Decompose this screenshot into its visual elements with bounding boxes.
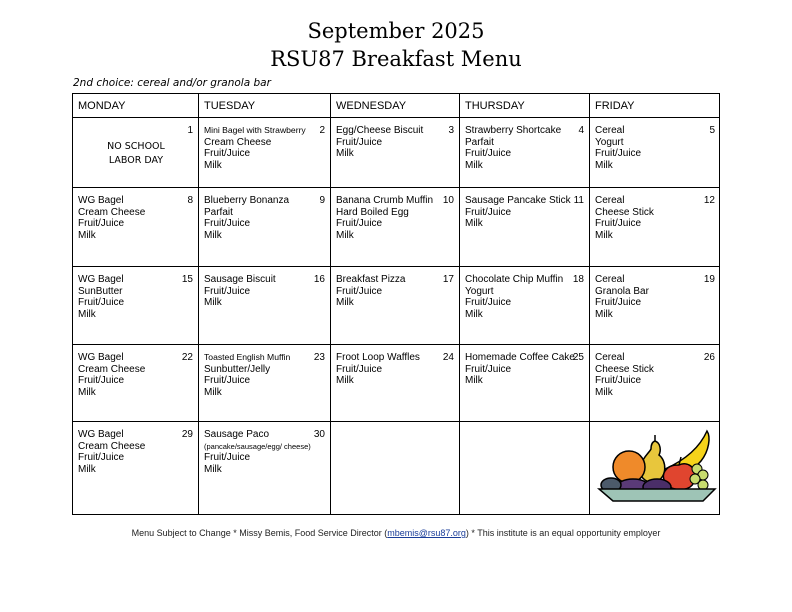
date-number: 4 [578, 125, 584, 136]
menu-item: Fruit/Juice [204, 452, 251, 464]
date-number: 22 [181, 352, 193, 363]
day-cell-15 [73, 267, 199, 345]
menu-item: Sunbutter/Jelly [204, 363, 271, 375]
page-subtitle-menu: RSU87 Breakfast Menu [270, 47, 522, 71]
menu-item: Milk [78, 386, 96, 398]
date-number: 24 [442, 352, 454, 363]
menu-item: Cheese Stick [595, 363, 654, 375]
menu-item: Milk [78, 229, 96, 241]
menu-item: Sausage Paco [204, 429, 270, 440]
menu-item: Fruit/Juice [465, 206, 512, 218]
date-number: 3 [448, 125, 454, 136]
day-cell-10 [331, 188, 460, 267]
day-cell-26 [590, 345, 721, 422]
menu-item: Yogurt [595, 136, 624, 148]
menu-item: Fruit/Juice [204, 375, 251, 387]
day-cell-11 [460, 188, 590, 267]
menu-item: Sausage Biscuit [204, 274, 276, 285]
menu-item: Fruit/Juice [78, 218, 125, 230]
menu-item: Milk [465, 159, 483, 171]
menu-item: Fruit/Juice [78, 297, 125, 309]
menu-item: Fruit/Juice [595, 218, 642, 230]
empty-day-cell [460, 422, 590, 516]
menu-item: Milk [204, 159, 222, 171]
menu-item: Hard Boiled Egg [336, 206, 409, 218]
date-number: 9 [319, 195, 325, 206]
day-header-monday: MONDAY [78, 100, 126, 112]
footer-text-start: Menu Subject to Change * Missy Bemis, Food Service Director ( [131, 528, 388, 538]
menu-item: Cereal [595, 352, 625, 363]
footer-text-end: ) * This institute is an equal opportunity employer [465, 528, 661, 538]
date-number: 1 [187, 125, 193, 136]
day-cell-8 [73, 188, 199, 267]
menu-item: Cereal [595, 125, 625, 136]
menu-item: Froot Loop Waffles [336, 352, 420, 363]
menu-item: Cream Cheese [78, 440, 146, 452]
menu-item: Cream Cheese [204, 136, 272, 148]
menu-item: WG Bagel [78, 352, 124, 363]
menu-item: Blueberry Bonanza [204, 195, 290, 206]
day-cell-4 [460, 118, 590, 188]
date-number: 2 [319, 125, 325, 136]
day-header-tuesday: TUESDAY [204, 100, 256, 112]
menu-item: Milk [336, 375, 354, 387]
date-number: 11 [573, 195, 584, 206]
date-number: 8 [187, 195, 193, 206]
fruit-bowl-icon [595, 427, 717, 505]
menu-item: Cream Cheese [78, 363, 146, 375]
menu-item: Fruit/Juice [336, 218, 383, 230]
menu-item: Toasted English Muffin [204, 352, 291, 362]
menu-item: Fruit/Juice [465, 148, 512, 160]
menu-item: Milk [204, 229, 222, 241]
menu-item: Fruit/Juice [465, 297, 512, 309]
date-number: 5 [709, 125, 715, 136]
footer-note [0, 528, 792, 538]
menu-item: Milk [595, 229, 613, 241]
date-number: 19 [703, 274, 715, 285]
day-cell-19 [590, 267, 721, 345]
menu-item: Egg/Cheese Biscuit [336, 125, 424, 136]
menu-item: Fruit/Juice [78, 375, 125, 387]
director-email-link[interactable]: mbemis@rsu87.org [387, 528, 466, 538]
menu-item: Cream Cheese [78, 206, 146, 218]
menu-item: Fruit/Juice [336, 136, 383, 148]
menu-item: WG Bagel [78, 274, 124, 285]
page-title: September 2025 [307, 19, 485, 43]
menu-item: Fruit/Juice [336, 285, 383, 297]
day-cell-3 [331, 118, 460, 188]
day-cell-25 [460, 345, 590, 422]
day-cell-23 [199, 345, 331, 422]
menu-item: Fruit/Juice [595, 375, 642, 387]
date-number: 16 [313, 274, 325, 285]
menu-item: Cereal [595, 274, 625, 285]
date-number: 23 [313, 352, 325, 363]
menu-item: Fruit/Juice [595, 297, 642, 309]
day-cell-30 [199, 422, 331, 516]
menu-item: Yogurt [465, 285, 494, 297]
no-school-line: NO SCHOOL [107, 141, 165, 152]
date-number: 15 [181, 274, 193, 285]
menu-item: Breakfast Pizza [336, 274, 406, 285]
day-cell-29 [73, 422, 199, 516]
day-cell-24 [331, 345, 460, 422]
menu-item: Fruit/Juice [204, 148, 251, 160]
empty-day-cell [331, 422, 460, 516]
menu-item: Milk [595, 386, 613, 398]
menu-item: Milk [595, 159, 613, 171]
menu-item: Fruit/Juice [595, 148, 642, 160]
menu-item: Parfait [204, 206, 233, 218]
menu-item: Milk [336, 229, 354, 241]
date-number: 25 [572, 352, 584, 363]
day-header-friday: FRIDAY [595, 100, 635, 112]
menu-item: Parfait [465, 136, 494, 148]
menu-item: Granola Bar [595, 285, 649, 297]
menu-item: Fruit/Juice [78, 452, 125, 464]
date-number: 30 [313, 429, 325, 440]
menu-item: Milk [336, 297, 354, 309]
date-number: 18 [572, 274, 584, 285]
menu-item: Fruit/Juice [465, 363, 512, 375]
day-cell-17 [331, 267, 460, 345]
date-number: 26 [703, 352, 715, 363]
day-header-thursday: THURSDAY [465, 100, 525, 112]
menu-item: Cheese Stick [595, 206, 654, 218]
day-cell-5 [590, 118, 721, 188]
menu-item: Fruit/Juice [204, 218, 251, 230]
menu-item: Strawberry Shortcake [465, 125, 562, 136]
menu-item: Fruit/Juice [336, 363, 383, 375]
day-header-wednesday: WEDNESDAY [336, 100, 407, 112]
menu-item: Milk [595, 308, 613, 320]
day-cell-2 [199, 118, 331, 188]
second-choice-note: 2nd choice: cereal and/or granola bar [73, 77, 271, 89]
menu-item: Milk [204, 463, 222, 475]
day-cell-18 [460, 267, 590, 345]
menu-item: SunButter [78, 285, 123, 297]
day-cell-1 [73, 118, 199, 188]
day-cell-9 [199, 188, 331, 267]
menu-item: WG Bagel [78, 429, 124, 440]
day-cell-12 [590, 188, 721, 267]
menu-item: Sausage Pancake Stick [465, 195, 571, 206]
menu-item: Milk [336, 148, 354, 160]
day-cell-22 [73, 345, 199, 422]
no-school-line: LABOR DAY [108, 155, 164, 166]
menu-item: Cereal [595, 195, 625, 206]
no-school-notice [73, 140, 199, 168]
menu-item: Milk [465, 308, 483, 320]
menu-item: WG Bagel [78, 195, 124, 206]
menu-item: Banana Crumb Muffin [336, 195, 434, 206]
day-cell-16 [199, 267, 331, 345]
menu-item: Milk [204, 297, 222, 309]
menu-item: Milk [78, 308, 96, 320]
date-number: 17 [442, 274, 454, 285]
menu-item: Milk [204, 386, 222, 398]
date-number: 12 [703, 195, 715, 206]
menu-item: Homemade Coffee Cake [465, 352, 575, 363]
date-number: 10 [442, 195, 454, 206]
menu-item: (pancake/sausage/egg/ cheese) [204, 441, 311, 451]
menu-item: Mini Bagel with Strawberry [204, 125, 306, 135]
menu-item: Fruit/Juice [204, 285, 251, 297]
menu-item: Milk [465, 375, 483, 387]
date-number: 29 [181, 429, 193, 440]
menu-item: Milk [78, 463, 96, 475]
menu-item: Chocolate Chip Muffin [465, 274, 564, 285]
menu-item: Milk [465, 218, 483, 230]
